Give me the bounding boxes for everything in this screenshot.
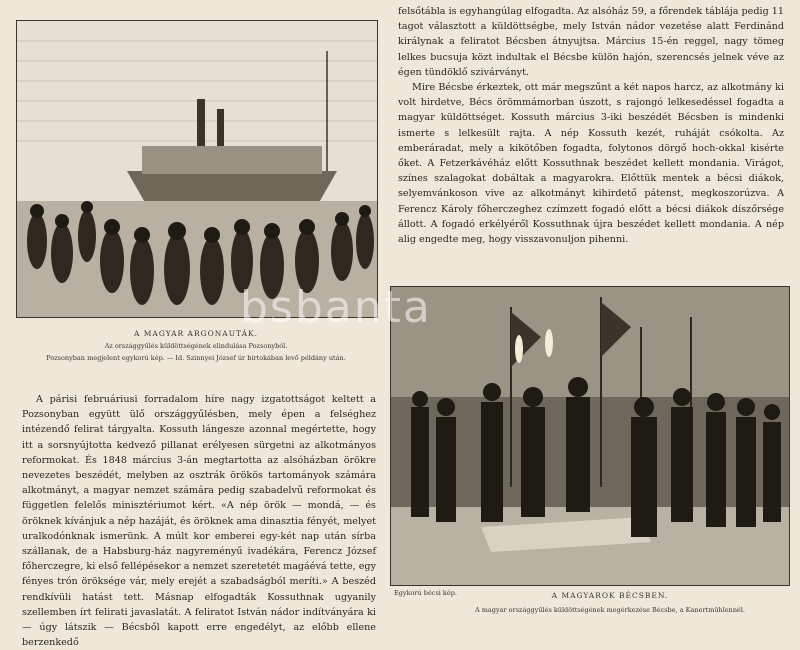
bottom-caption-subtitle: A magyar országgyűlés küldöttségének megérkezése Bécsbe, a Kanertmühlennél. [475, 606, 745, 614]
left-paragraph: A párisi februáriusi forradalom híre nagy izgatottságot keltett a Pozsonyban együtt ülő országgyűlésben, mely épen a felséghez intézendő felirat tárgyalta. Kossuth lángesze azonnal megértette, hogy itt a sorsnyújtotta kedvező pillanat erélyesen sürgetni az alkotmányos reformokat. És 1848 március 3-án megtartotta az alsóházban örökre nevezetes beszédét, melyben az osztrák örökös tartományok számára alkotmányt, a magyar nemzet számára pedig szabadelvű reformokat és független felelős minisztériumot kért. «A nép örök — mondá, — és öröknek kívánjuk a nép hazáját, és öröknek ama dinasztia fényét, melyet uralkodónknak ismerünk. A múlt kor emberei egy-két nap után sírba szállanak, de a Habsburg-ház nagyreményű ivadékára, Ferencz József főherczegre, ki első fellépésekor a nemzet szeretetét magáévá tette, egy fényes trón öröksége vár, mely erejét a szabadságból meríti.» A beszéd rendkívüli hatást tett. Másnap elfogadták Kossuthnak ugyanily szellemben írt felirati javaslatát. A feliratot István nádor indítványára ki — úgy látszik — Bécsből kapott erre engedélyt, az előbb ellene berzenkedő [22, 394, 376, 649]
watermark: bsbanta [240, 282, 432, 333]
argonauts-illustration [17, 21, 377, 317]
bottom-caption [430, 591, 790, 614]
argonauts-engraving [16, 20, 378, 318]
right-paragraph-1: felsőtábla is egyhangúlag elfogadta. Az alsóház 59, a főrendek táblája pedig 11 tagot választott a küldöttségbe, mely István nádor vezetése alatt Ferdinánd királynak a feliratot Bécsben átnyujtsa. Március 15-én reggel, nagy tömeg lelkes bucsuja közt indultak el Bécsbe külön hajón, szerencsés jelnek véve az égen tündöklő szivárványt. [398, 6, 784, 78]
top-caption [16, 329, 376, 362]
bottom-caption-source: Egykorú bécsi kép. [394, 589, 457, 597]
vienna-illustration [391, 287, 789, 585]
bottom-caption-title: A MAGYAROK BÉCSBEN. [551, 591, 669, 600]
top-caption-subtitle: Az országgyűlés küldöttségének elindulása Pozsonyból. [104, 342, 288, 350]
vienna-engraving [390, 286, 790, 586]
top-caption-title: A MAGYAR ARGONAUTÁK. [133, 329, 259, 338]
left-text-column [22, 392, 376, 650]
right-paragraph-2: Mire Bécsbe érkeztek, ott már megszűnt a két napos harcz, az alkotmány ki volt hirdetve, Bécs örömmámorban úszott, s rajongó lelkesedéssel fogadta a magyar küldöttséget. Kossuth március 3-iki beszédét Bécsben is mindenki ismerte s lelkesült rajta. A nép Kossuth kezét, ruháját csókolta. Az emberáradat, mely a kikötőben fogadta, folytonos dörgő hoch-okkal kisérte őket. A Fetzerkávéház előtt Kossuthnak beszédet kellett mondania. Virágot, színes szalagokat dobáltak a magyarokra. Előttük mentek a bécsi diákok, selyemvánkoson vive az alkotmányt kihirdető pátenst, megkoszorúzva. A Ferencz Károly főherczeghez czímzett fogadó előtt a bécsi diákok díszőrsége állott. A fogadó erkélyéről Kossuthnak újra beszédet kellett mondania. A nép alig engedte meg, hogy visszavonuljon pihenni. [398, 82, 784, 246]
top-caption-source: Pozsonyban megjelent egykorú kép. — Id. Szinnyei József úr birtokában levő példány után. [46, 354, 346, 362]
right-text-column [398, 4, 784, 247]
